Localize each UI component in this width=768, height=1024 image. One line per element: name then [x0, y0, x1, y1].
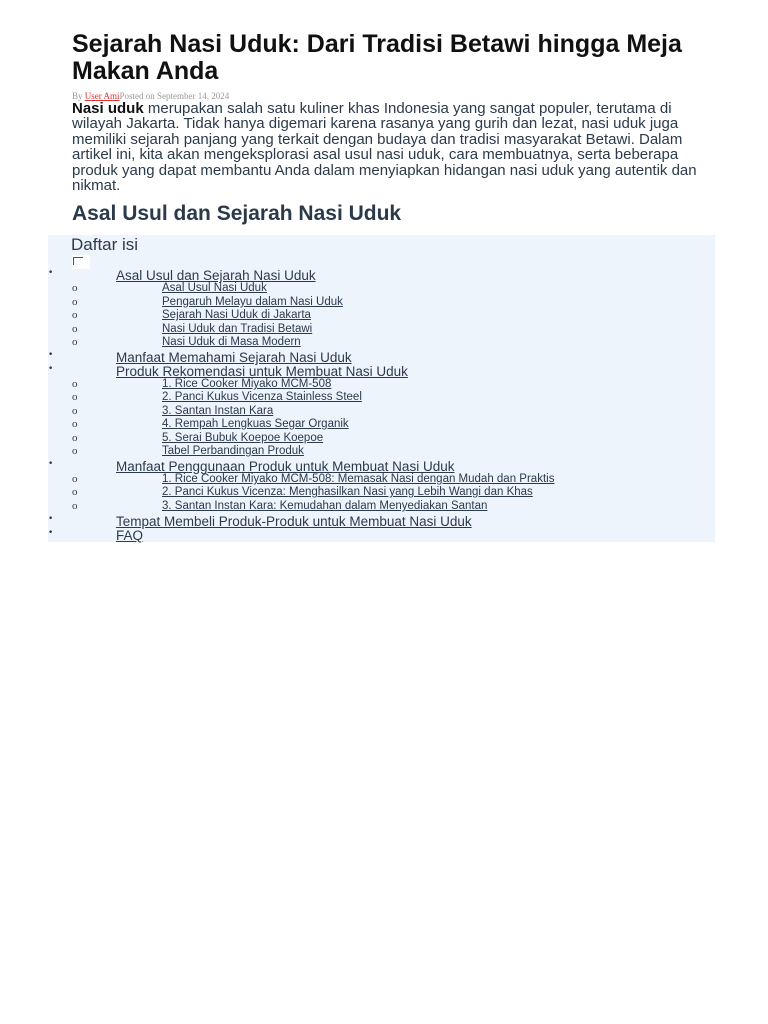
- intro-paragraph: [72, 101, 720, 193]
- toc-sublink[interactable]: Tabel Perbandingan Produk: [162, 445, 304, 457]
- circle-marker: o: [72, 445, 78, 457]
- circle-marker: o: [72, 473, 78, 485]
- toc-toggle-checkbox[interactable]: [72, 255, 90, 269]
- toc-link[interactable]: Asal Usul dan Sejarah Nasi Uduk: [116, 268, 316, 283]
- author-link[interactable]: User Ami: [84, 91, 120, 101]
- toc-sublink[interactable]: 2. Panci Kukus Vicenza: Menghasilkan Nasi yang Lebih Wangi dan Khas: [162, 486, 533, 498]
- toc-link[interactable]: Manfaat Penggunaan Produk untuk Membuat Nasi Uduk: [116, 459, 455, 474]
- circle-marker: o: [72, 405, 78, 417]
- toc-sublink[interactable]: 4. Rempah Lengkuas Segar Organik: [162, 418, 349, 430]
- toc-link[interactable]: Tempat Membeli Produk-Produk untuk Membuat Nasi Uduk: [116, 514, 472, 529]
- bullet-marker: •: [48, 364, 54, 374]
- circle-marker: o: [72, 378, 78, 390]
- toc-link[interactable]: Produk Rekomendasi untuk Membuat Nasi Uduk: [116, 364, 408, 379]
- toc-sublink[interactable]: 2. Panci Kukus Vicenza Stainless Steel: [162, 391, 362, 403]
- bullet-marker: •: [48, 459, 54, 469]
- posted-date: Posted on September 14, 2024: [119, 91, 230, 101]
- circle-marker: o: [72, 432, 78, 444]
- toc-sublink[interactable]: 5. Serai Bubuk Koepoe Koepoe: [162, 432, 324, 444]
- toc-sublink[interactable]: Pengaruh Melayu dalam Nasi Uduk: [162, 296, 343, 308]
- circle-marker: o: [72, 309, 78, 321]
- toc-sublink[interactable]: Nasi Uduk di Masa Modern: [162, 336, 301, 348]
- toc-title: Daftar isi: [71, 235, 139, 254]
- circle-marker: o: [72, 418, 78, 430]
- checkbox-icon: [73, 257, 83, 265]
- toc-sublink[interactable]: Sejarah Nasi Uduk di Jakarta: [162, 309, 311, 321]
- intro-text: merupakan salah satu kuliner khas Indonesia yang sangat populer, terutama di wilayah Jakarta. Tidak hanya digemari karena rasanya yang gurih dan lezat, nasi uduk juga memiliki sejarah panjang yang terkait dengan budaya dan tradisi masyarakat Betawi. Dalam artikel ini, kita akan mengeksplorasi asal usul nasi uduk, cara membuatnya, serta beberapa produk yang dapat membantu Anda dalam menyiapkan hidangan nasi uduk yang autentik dan nikmat.: [72, 100, 697, 195]
- bullet-marker: •: [48, 350, 54, 360]
- circle-marker: o: [72, 391, 78, 403]
- circle-marker: o: [72, 486, 78, 498]
- toc-sublink[interactable]: Nasi Uduk dan Tradisi Betawi: [162, 323, 313, 335]
- circle-marker: o: [72, 500, 78, 512]
- circle-marker: o: [72, 336, 78, 348]
- circle-marker: o: [72, 296, 78, 308]
- toc-sublink[interactable]: 3. Santan Instan Kara: [162, 405, 274, 417]
- intro-bold: Nasi uduk: [72, 100, 144, 117]
- section-heading: Asal Usul dan Sejarah Nasi Uduk: [72, 202, 402, 225]
- bullet-marker: •: [48, 268, 54, 278]
- circle-marker: o: [72, 282, 78, 294]
- bullet-marker: •: [48, 528, 54, 538]
- toc-sublink[interactable]: 1. Rice Cooker Miyako MCM-508: Memasak Nasi dengan Mudah dan Praktis: [162, 473, 555, 485]
- bullet-marker: •: [48, 514, 54, 524]
- toc-sublink[interactable]: Asal Usul Nasi Uduk: [162, 282, 267, 294]
- toc-sublink[interactable]: 1. Rice Cooker Miyako MCM-508: [162, 378, 332, 390]
- article-title: Sejarah Nasi Uduk: Dari Tradisi Betawi hingga Meja Makan Anda: [72, 30, 682, 85]
- toc-link[interactable]: Manfaat Memahami Sejarah Nasi Uduk: [116, 350, 352, 365]
- circle-marker: o: [72, 323, 78, 335]
- toc-link[interactable]: FAQ: [116, 528, 144, 543]
- toc-sublink[interactable]: 3. Santan Instan Kara: Kemudahan dalam Menyediakan Santan: [162, 500, 488, 512]
- byline-prefix: By: [72, 91, 85, 101]
